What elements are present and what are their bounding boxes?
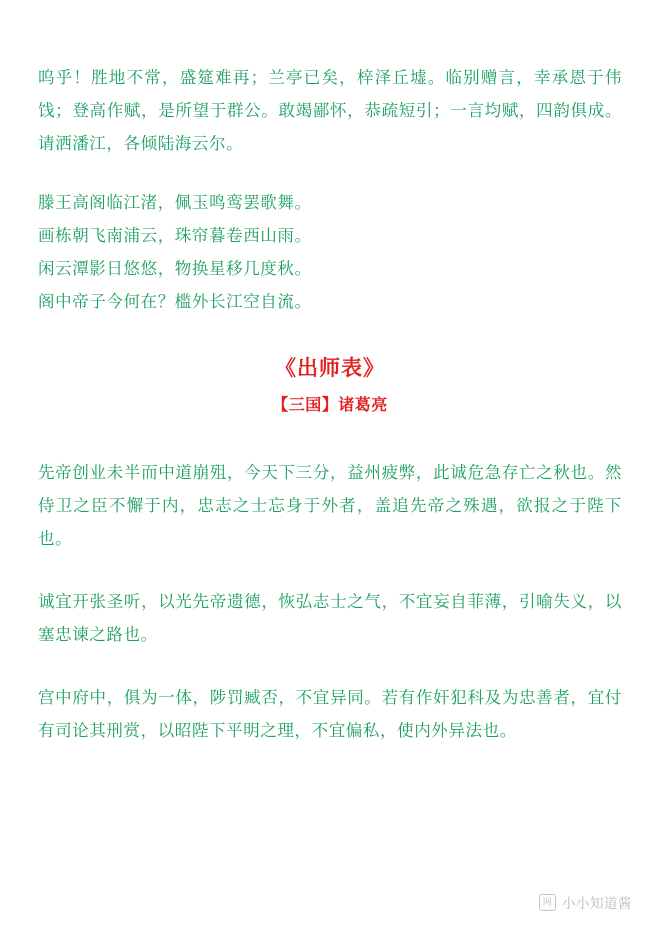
poem-block [38, 187, 622, 319]
body-paragraph-2: 诚宜开张圣听，以光先帝遗德，恢弘志士之气，不宜妄自菲薄，引喻失义，以塞忠谏之路也。 [38, 593, 622, 644]
body-sections [38, 457, 622, 748]
body-paragraph-3: 宫中府中，俱为一体，陟罚臧否，不宜异同。若有作奸犯科及为忠善者，宜付有司论其刑赏，以昭陛下平明之理，不宜偏私，使内外异法也。 [38, 689, 622, 740]
poem-line-1: 滕王高阁临江渚，佩玉鸣鸾罢歌舞。 [38, 194, 312, 212]
poem-line-3: 闲云潭影日悠悠，物换星移几度秋。 [38, 260, 312, 278]
intro-paragraph: 呜乎！胜地不常，盛筵难再；兰亭已矣，梓泽丘墟。临别赠言，幸承恩于伟饯；登高作赋，是所望于群公。敢竭鄙怀，恭疏短引；一言均赋，四韵俱成。请洒潘江，各倾陆海云尔。 [38, 69, 622, 153]
page-subtitle: 【三国】诸葛亮 [272, 397, 388, 414]
watermark-badge-icon: 网 [539, 894, 556, 911]
body-paragraph-1: 先帝创业未半而中道崩殂，今天下三分，益州疲弊，此诚危急存亡之秋也。然侍卫之臣不懈于内，忠志之士忘身于外者，盖追先帝之殊遇，欲报之于陛下也。 [38, 464, 622, 548]
watermark [539, 892, 632, 912]
poem-line-2: 画栋朝飞南浦云，珠帘暮卷西山雨。 [38, 227, 312, 245]
title-block [38, 353, 622, 421]
poem-line-4: 阁中帝子今何在？槛外长江空自流。 [38, 293, 312, 311]
watermark-text: 小小知道酱 [562, 896, 632, 911]
page-title: 《出师表》 [275, 357, 385, 380]
